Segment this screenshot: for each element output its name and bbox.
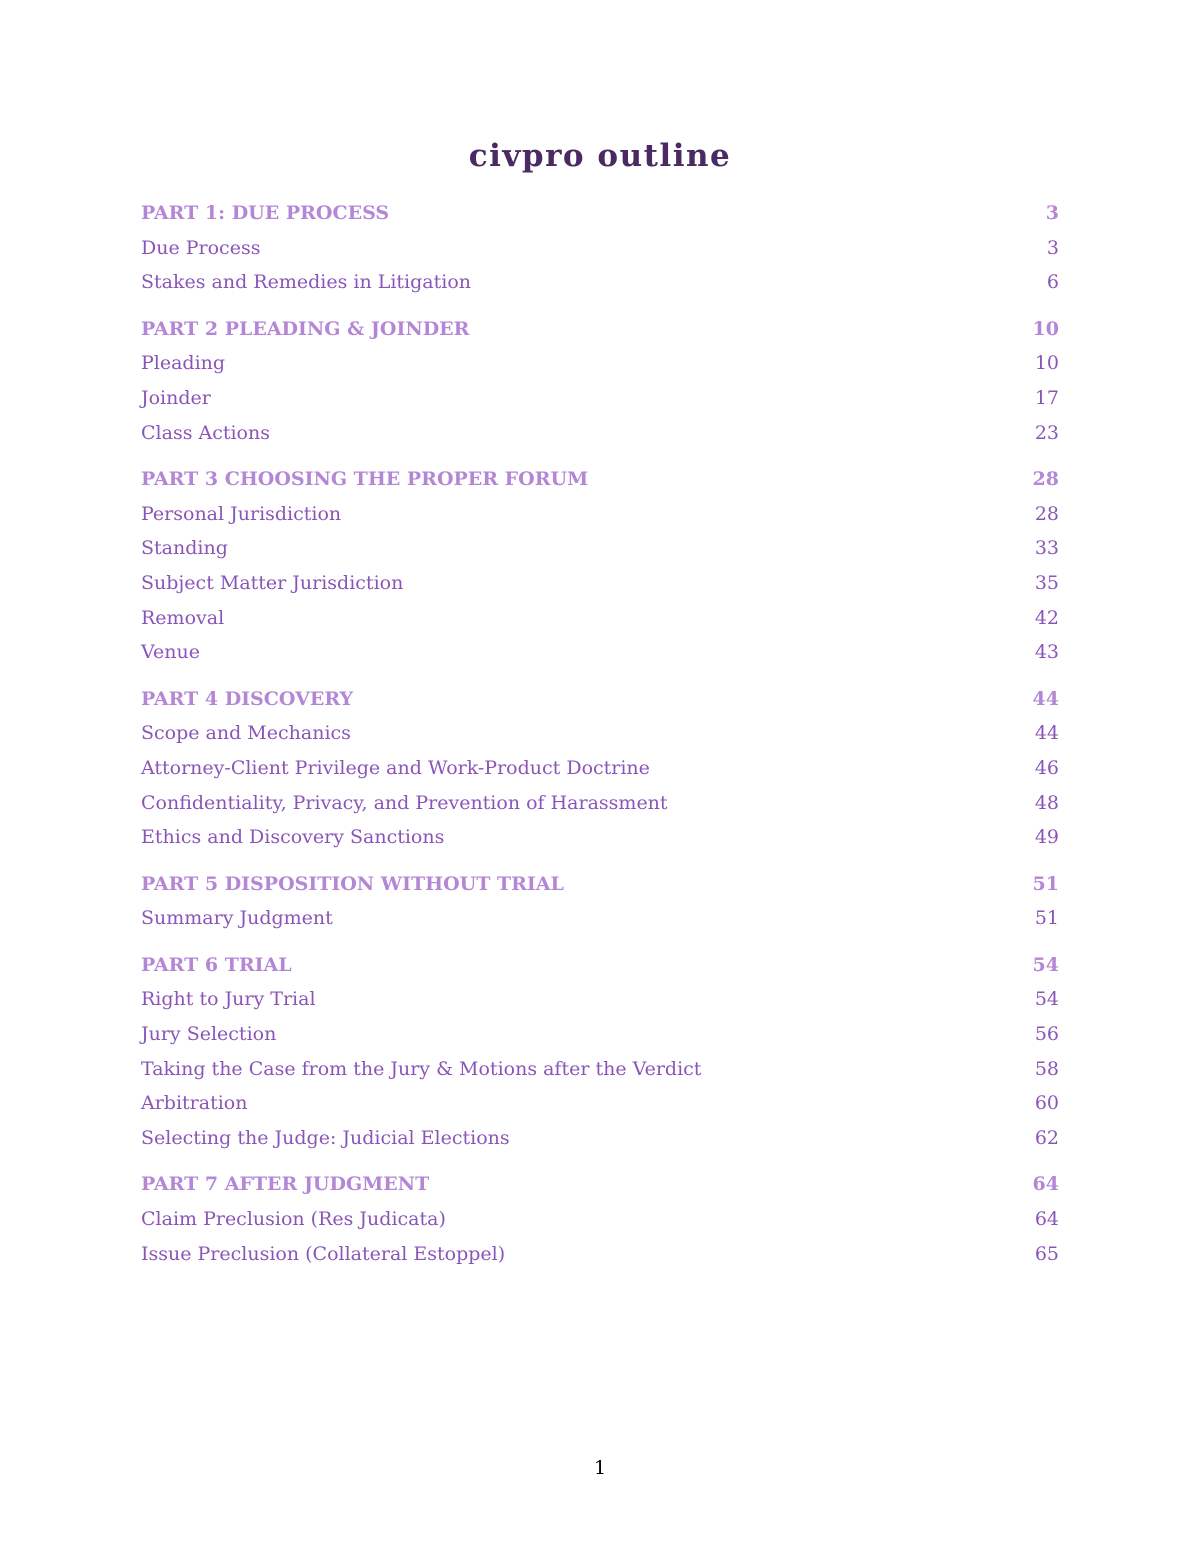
- toc-part-page: 10: [1032, 317, 1059, 340]
- toc-entry-page: 49: [1034, 826, 1059, 849]
- toc-entry-page: 3: [1046, 236, 1059, 259]
- toc-entry[interactable]: [141, 381, 1059, 416]
- toc-entry-page: 62: [1034, 1126, 1059, 1149]
- toc-entry[interactable]: [141, 786, 1059, 821]
- toc-entry-label: Subject Matter Jurisdiction: [141, 571, 404, 594]
- toc-entry-page: 10: [1034, 352, 1059, 375]
- toc-entry[interactable]: [141, 901, 1059, 936]
- toc-entry-label: Confidentiality, Privacy, and Prevention of Harassment: [141, 791, 668, 814]
- toc-entry-page: 43: [1034, 641, 1059, 664]
- toc-entry-label: Right to Jury Trial: [141, 988, 316, 1011]
- toc-part-label: PART 5 DISPOSITION WITHOUT TRIAL: [141, 872, 564, 895]
- toc-entry-label: Class Actions: [141, 421, 270, 444]
- toc-entry-page: 35: [1034, 571, 1059, 594]
- toc-entry[interactable]: [141, 566, 1059, 601]
- table-of-contents: [141, 196, 1059, 1283]
- toc-entry[interactable]: [141, 716, 1059, 751]
- toc-part-heading[interactable]: [141, 312, 1059, 347]
- toc-part-page: 54: [1032, 953, 1059, 976]
- toc-part-label: PART 1: DUE PROCESS: [141, 202, 390, 224]
- toc-section: [141, 312, 1059, 450]
- toc-part-page: 64: [1032, 1173, 1059, 1196]
- toc-part-label: PART 2 PLEADING & JOINDER: [141, 317, 470, 340]
- toc-entry-page: 46: [1034, 756, 1059, 779]
- toc-entry[interactable]: [141, 1237, 1059, 1272]
- toc-entry[interactable]: [141, 635, 1059, 670]
- page-number: 1: [593, 1457, 607, 1479]
- toc-section: [141, 1167, 1059, 1271]
- toc-entry-page: 56: [1034, 1023, 1059, 1046]
- toc-entry-label: Due Process: [141, 236, 261, 259]
- toc-entry[interactable]: [141, 1202, 1059, 1237]
- toc-part-heading[interactable]: [141, 682, 1059, 717]
- toc-entry[interactable]: [141, 982, 1059, 1017]
- toc-entry[interactable]: [141, 1052, 1059, 1087]
- toc-entry-page: 33: [1034, 537, 1059, 560]
- toc-part-page: 51: [1032, 872, 1059, 895]
- toc-entry[interactable]: [141, 820, 1059, 855]
- toc-entry-page: 54: [1034, 988, 1059, 1011]
- toc-entry[interactable]: [141, 1017, 1059, 1052]
- toc-section: [141, 867, 1059, 936]
- toc-part-page: 3: [1045, 202, 1059, 224]
- toc-entry[interactable]: [141, 531, 1059, 566]
- toc-entry[interactable]: [141, 751, 1059, 786]
- toc-entry-label: Joinder: [141, 386, 211, 409]
- toc-section: [141, 682, 1059, 855]
- toc-part-heading[interactable]: [141, 196, 1059, 231]
- toc-entry-page: 65: [1034, 1242, 1059, 1265]
- toc-entry-label: Scope and Mechanics: [141, 722, 351, 745]
- toc-part-label: PART 4 DISCOVERY: [141, 687, 354, 710]
- toc-entry-page: 60: [1034, 1092, 1059, 1115]
- toc-entry[interactable]: [141, 1086, 1059, 1121]
- toc-entry-page: 64: [1034, 1208, 1059, 1231]
- toc-entry-label: Jury Selection: [141, 1023, 277, 1046]
- toc-entry-label: Claim Preclusion (Res Judicata): [141, 1208, 446, 1231]
- toc-section: [141, 196, 1059, 300]
- toc-part-heading[interactable]: [141, 462, 1059, 497]
- toc-entry-label: Arbitration: [141, 1092, 248, 1115]
- toc-entry-label: Personal Jurisdiction: [141, 502, 342, 525]
- toc-part-heading[interactable]: [141, 948, 1059, 983]
- toc-part-label: PART 7 AFTER JUDGMENT: [141, 1173, 430, 1196]
- toc-entry-page: 28: [1034, 502, 1059, 525]
- toc-entry-label: Taking the Case from the Jury & Motions after the Verdict: [141, 1057, 702, 1080]
- toc-entry-page: 44: [1034, 722, 1059, 745]
- toc-entry[interactable]: [141, 601, 1059, 636]
- toc-entry-label: Stakes and Remedies in Litigation: [141, 271, 472, 294]
- toc-part-label: PART 3 CHOOSING THE PROPER FORUM: [141, 468, 589, 491]
- toc-entry-page: 17: [1034, 386, 1059, 409]
- toc-entry-label: Issue Preclusion (Collateral Estoppel): [141, 1242, 506, 1265]
- toc-entry[interactable]: [141, 346, 1059, 381]
- toc-part-page: 28: [1032, 468, 1059, 491]
- toc-entry-page: 42: [1034, 606, 1059, 629]
- toc-section: [141, 462, 1059, 670]
- toc-entry[interactable]: [141, 231, 1059, 266]
- toc-entry[interactable]: [141, 265, 1059, 300]
- toc-entry-page: 51: [1034, 907, 1059, 930]
- toc-part-page: 44: [1032, 687, 1059, 710]
- toc-entry-page: 23: [1034, 421, 1059, 444]
- toc-entry-label: Removal: [141, 606, 225, 629]
- toc-entry[interactable]: [141, 1121, 1059, 1156]
- toc-entry-label: Selecting the Judge: Judicial Elections: [141, 1126, 510, 1149]
- toc-entry-page: 48: [1034, 791, 1059, 814]
- toc-entry-page: 58: [1034, 1057, 1059, 1080]
- toc-entry-page: 6: [1046, 271, 1059, 294]
- toc-entry-label: Pleading: [141, 352, 226, 375]
- toc-entry-label: Standing: [141, 537, 228, 560]
- page-title: civpro outline: [468, 138, 732, 174]
- toc-part-heading[interactable]: [141, 1167, 1059, 1202]
- toc-entry-label: Summary Judgment: [141, 907, 333, 930]
- toc-part-label: PART 6 TRIAL: [141, 953, 292, 976]
- toc-entry[interactable]: [141, 416, 1059, 451]
- toc-entry-label: Venue: [141, 641, 200, 664]
- toc-section: [141, 948, 1059, 1156]
- toc-part-heading[interactable]: [141, 867, 1059, 902]
- toc-entry-label: Ethics and Discovery Sanctions: [141, 826, 445, 849]
- toc-entry-label: Attorney-Client Privilege and Work-Product Doctrine: [141, 756, 650, 779]
- toc-entry[interactable]: [141, 497, 1059, 532]
